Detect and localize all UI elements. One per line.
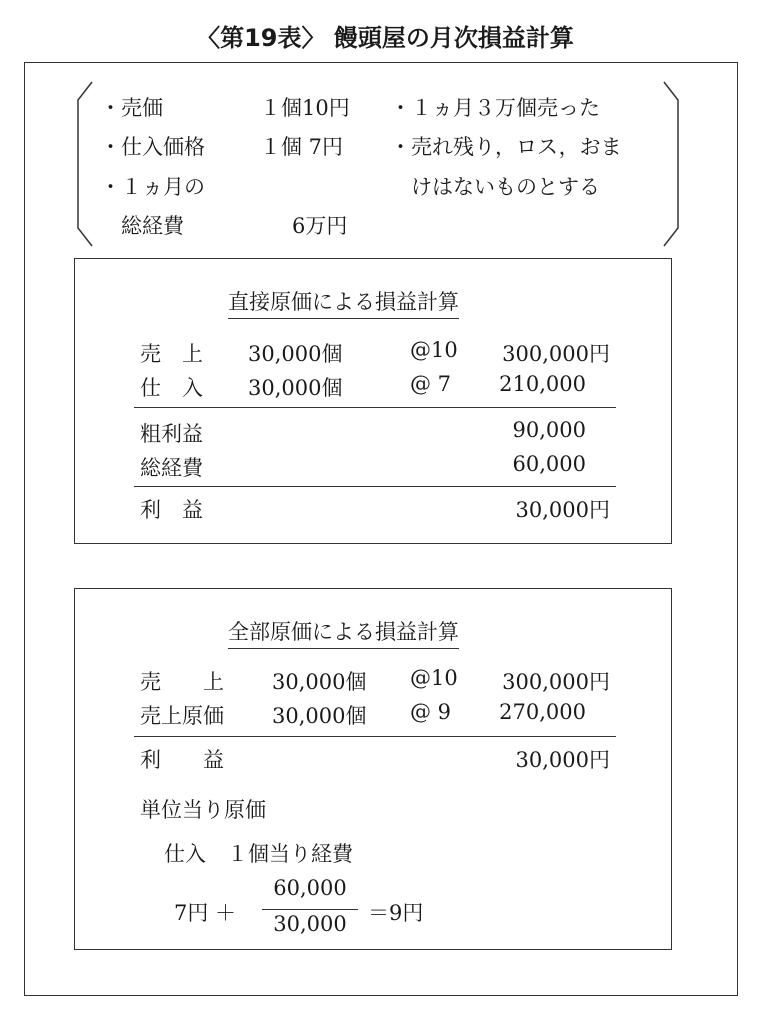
condition-value: １個 7円: [260, 135, 344, 159]
profit-amount: 30,000円: [515, 498, 610, 522]
condition-note: けはないものとする: [390, 175, 600, 199]
divider: [134, 407, 616, 408]
row-amount: 210,000: [499, 372, 586, 396]
full-costing-heading: 全部原価による損益計算: [228, 616, 459, 649]
left-brace: [72, 80, 96, 248]
row-price: @ 7: [410, 372, 452, 396]
row-qty: 30,000個: [248, 342, 343, 366]
row-qty: 30,000個: [272, 704, 367, 728]
row-amount: 300,000円: [502, 342, 610, 366]
row-label: 売 上: [140, 670, 224, 694]
fraction-bar: [262, 909, 358, 910]
page-title: 〈第19表〉 饅頭屋の月次損益計算: [196, 24, 574, 52]
profit-label: 利 益: [140, 498, 203, 522]
unit-cost-heading: 単位当り原価: [140, 798, 266, 822]
expense-label: 総経費: [140, 456, 203, 480]
row-qty: 30,000個: [272, 670, 367, 694]
right-brace: [660, 80, 684, 248]
row-price: @ 9: [410, 700, 452, 724]
profit-label: 利 益: [140, 748, 224, 772]
unit-cost-subheading: 仕入 １個当り経費: [164, 842, 353, 866]
condition-label: ・１ヵ月の: [100, 175, 205, 199]
gross-profit-label: 粗利益: [140, 422, 203, 446]
row-price: @10: [410, 666, 458, 690]
row-label: 売 上: [140, 342, 203, 366]
gross-profit-amount: 90,000: [512, 418, 586, 442]
formula-lhs: 7円 ＋: [174, 901, 237, 925]
condition-value: １個10円: [260, 96, 350, 120]
divider: [134, 736, 616, 737]
condition-value: 6万円: [292, 214, 348, 238]
row-amount: 300,000円: [502, 670, 610, 694]
condition-note: ・売れ残り，ロス，おま: [390, 135, 622, 159]
row-qty: 30,000個: [248, 376, 343, 400]
profit-amount: 30,000円: [515, 748, 610, 772]
row-price: @10: [410, 338, 458, 362]
formula-denominator: 30,000: [273, 912, 347, 936]
condition-label: ・仕入価格: [100, 135, 205, 159]
condition-note: ・１ヵ月３万個売った: [390, 96, 600, 120]
direct-costing-heading: 直接原価による損益計算: [228, 286, 459, 319]
expense-amount: 60,000: [512, 452, 586, 476]
condition-label: ・売価: [100, 96, 163, 120]
row-amount: 270,000: [499, 700, 586, 724]
condition-label: 総経費: [100, 214, 184, 238]
row-label: 売上原価: [140, 704, 224, 728]
formula-numerator: 60,000: [273, 876, 347, 900]
formula-result: ＝9円: [368, 901, 424, 925]
row-label: 仕 入: [140, 376, 203, 400]
divider: [134, 486, 616, 487]
